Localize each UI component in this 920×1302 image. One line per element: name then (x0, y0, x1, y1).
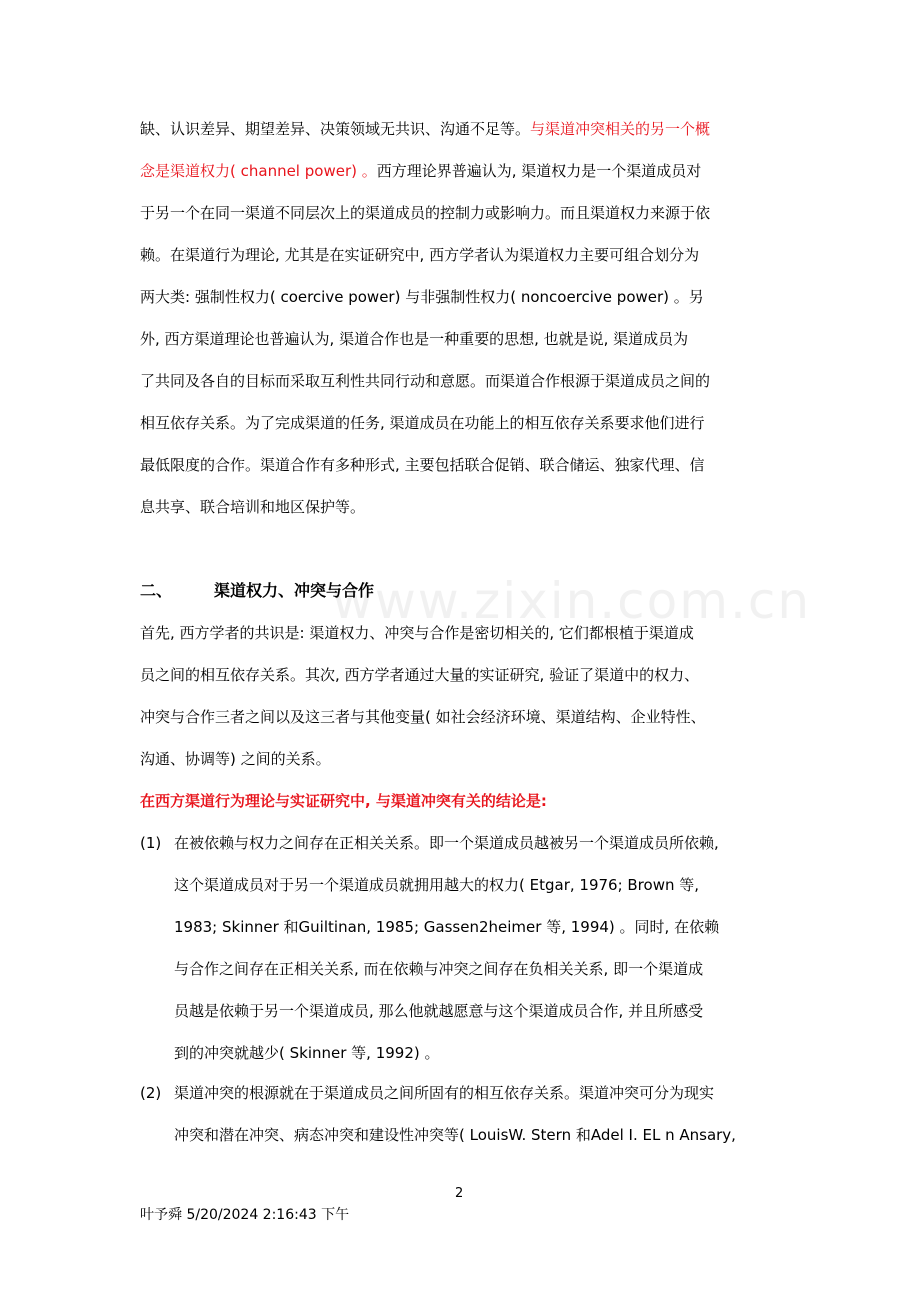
list-item-line: 与合作之间存在正相关关系, 而在依赖与冲突之间存在负相关关系, 即一个渠道成 (174, 960, 704, 978)
list-item-line: 冲突和潜在冲突、病态冲突和建设性冲突等( LouisW. Stern 和Adel I. EL n Ansary, (174, 1126, 736, 1144)
section-number: 二、 (140, 581, 173, 600)
section-paragraph (140, 612, 786, 780)
list-item-line: 员越是依赖于另一个渠道成员, 那么他就越愿意与这个渠道成员合作, 并且所感受 (174, 1002, 704, 1020)
list-item-line: 在被依赖与权力之间存在正相关关系。即一个渠道成员越被另一个渠道成员所依赖, (174, 834, 719, 852)
list-item-marker: (1) (140, 834, 162, 852)
intro-line-1 (140, 108, 786, 150)
section-line: 首先, 西方学者的共识是: 渠道权力、冲突与合作是密切相关的, 它们都根植于渠道成 (140, 624, 694, 642)
section-title: 渠道权力、冲突与合作 (214, 581, 375, 600)
intro-line-2-text: 西方理论界普遍认为, 渠道权力是一个渠道成员对 (376, 162, 702, 180)
intro-line: 两大类: 强制性权力( coercive power) 与非强制性权力( noncoercive power) 。另 (140, 288, 704, 306)
intro-line: 最低限度的合作。渠道合作有多种形式, 主要包括联合促销、联合储运、独家代理、信 (140, 456, 705, 474)
section-line: 沟通、协调等) 之间的关系。 (140, 750, 331, 768)
footer-author-timestamp: 叶予舜 5/20/2024 2:16:43 下午 (140, 1207, 350, 1223)
intro-line: 了共同及各自的目标而采取互利性共同行动和意愿。而渠道合作根源于渠道成员之间的 (140, 372, 711, 390)
list-item-body (174, 1072, 820, 1156)
conclusion-heading: 在西方渠道行为理论与实证研究中, 与渠道冲突有关的结论是: (140, 792, 547, 810)
intro-line: 于另一个在同一渠道不同层次上的渠道成员的控制力或影响力。而且渠道权力来源于依 (140, 204, 711, 222)
intro-line: 外, 西方渠道理论也普遍认为, 渠道合作也是一种重要的思想, 也就是说, 渠道成员为 (140, 330, 689, 348)
list-item-line: 渠道冲突的根源就在于渠道成员之间所固有的相互依存关系。渠道冲突可分为现实 (174, 1084, 715, 1102)
section-line: 员之间的相互依存关系。其次, 西方学者通过大量的实证研究, 验证了渠道中的权力、 (140, 666, 700, 684)
intro-paragraph (140, 108, 786, 528)
channel-power-highlight-1: 与渠道冲突相关的另一个概 (530, 120, 711, 138)
list-item-marker: (2) (140, 1084, 162, 1102)
page-number: 2 (455, 1186, 464, 1201)
list-item-line: 这个渠道成员对于另一个渠道成员就拥用越大的权力( Etgar, 1976; Brown 等, (174, 876, 700, 894)
watermark: www.zixin.com.cn (332, 572, 812, 630)
list-item-line: 1983; Skinner 和Guiltinan, 1985; Gassen2heimer 等, 1994) 。同时, 在依赖 (174, 918, 720, 936)
list-item-line: 到的冲突就越少( Skinner 等, 1992) 。 (174, 1044, 440, 1062)
intro-line-1-text: 缺、认识差异、期望差异、决策领域无共识、沟通不足等。 (140, 120, 531, 138)
intro-line-2 (140, 150, 786, 192)
section-line: 冲突与合作三者之间以及这三者与其他变量( 如社会经济环境、渠道结构、企业特性、 (140, 708, 706, 726)
section-heading (140, 570, 786, 612)
intro-line: 赖。在渠道行为理论, 尤其是在实证研究中, 西方学者认为渠道权力主要可组合划分为 (140, 246, 700, 264)
intro-line: 相互依存关系。为了完成渠道的任务, 渠道成员在功能上的相互依存关系要求他们进行 (140, 414, 705, 432)
list-item-body (174, 822, 820, 1074)
channel-power-highlight-2: 念是渠道权力( channel power) 。 (140, 162, 377, 180)
intro-line: 息共享、联合培训和地区保护等。 (140, 498, 366, 516)
